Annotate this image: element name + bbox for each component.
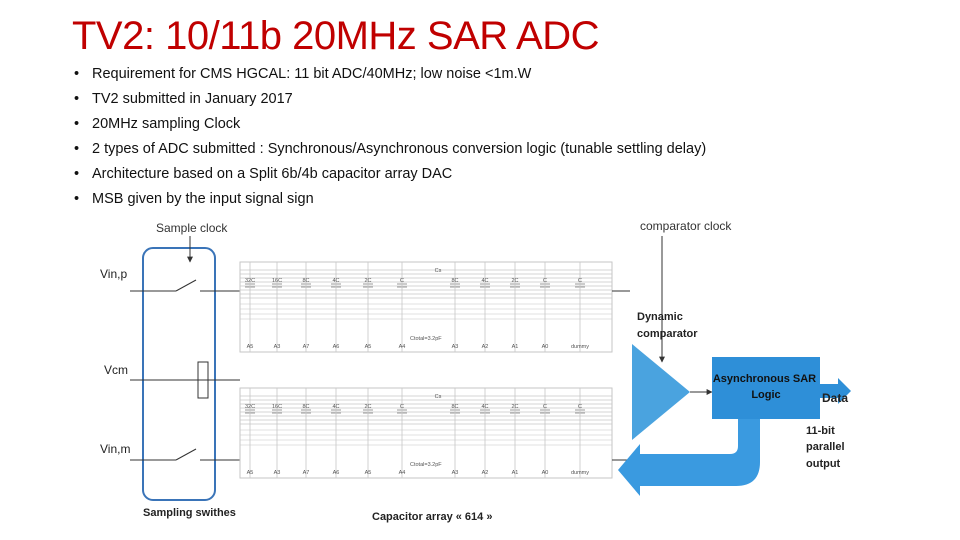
vinm-label: Vin,m — [100, 442, 131, 456]
bullet-item: • Architecture based on a Split 6b/4b capacitor array DAC — [72, 162, 706, 187]
output-line: 11-bit — [806, 425, 835, 437]
capacitor-cell — [331, 388, 341, 478]
capacitor-cell — [480, 388, 490, 478]
capacitor-cell — [575, 388, 585, 478]
capacitor-bit-label: A1 — [511, 470, 519, 476]
capacitor-bit-label: A6 — [332, 470, 340, 476]
capacitor-bit-label: dummy — [570, 470, 590, 476]
capacitor-value-label: 16C — [271, 404, 283, 410]
capacitor-value-label: C — [400, 404, 404, 410]
capacitor-bit-label: A4 — [398, 470, 406, 476]
output-label — [806, 425, 848, 470]
slide-title: TV2: 10/11b 20MHz SAR ADC — [72, 14, 599, 58]
vinp-label: Vin,p — [100, 267, 128, 281]
capacitor-bit-label: dummy — [570, 344, 590, 350]
split-cap-label: Cs — [434, 268, 442, 274]
capacitor-bit-label: A7 — [302, 344, 310, 350]
dynamic-comparator-label — [637, 311, 698, 340]
capacitor-cell — [301, 262, 311, 352]
capacitor-cell — [272, 262, 282, 352]
capacitor-value-label: 4C — [332, 278, 340, 284]
bullet-item: • TV2 submitted in January 2017 — [72, 87, 706, 112]
dynamic-comparator-line: Dynamic — [637, 311, 683, 323]
bullet-item: • 20MHz sampling Clock — [72, 112, 706, 137]
capacitor-bit-label: A3 — [451, 470, 459, 476]
capacitor-cell — [245, 388, 255, 478]
capacitor-bit-label: A5 — [246, 344, 254, 350]
capacitor-bit-label: A2 — [481, 344, 489, 350]
capacitor-array-label: Capacitor array « 614 » — [372, 511, 493, 523]
async-sar-logic-box — [712, 357, 820, 419]
async-logic-line: Asynchronous SAR — [712, 373, 817, 385]
capacitor-bit-label: A3 — [273, 470, 281, 476]
capacitor-value-label: 16C — [271, 278, 283, 284]
vinp-switch — [176, 280, 196, 291]
capacitor-value-label: 2C — [511, 278, 519, 284]
capacitor-bit-label: A7 — [302, 470, 310, 476]
capacitor-cell — [575, 262, 585, 352]
capacitor-value-label: 4C — [481, 404, 489, 410]
capacitor-value-label: C — [400, 278, 404, 284]
capacitor-bit-label: A4 — [398, 344, 406, 350]
comparator-clock-label: comparator clock — [640, 219, 732, 233]
bullet-item: • MSB given by the input signal sign — [72, 187, 706, 212]
capacitor-value-label: 8C — [451, 278, 459, 284]
capacitor-value-label: 4C — [481, 278, 489, 284]
capacitor-cell — [510, 388, 520, 478]
capacitor-cell — [540, 388, 550, 478]
capacitor-cell — [272, 388, 282, 478]
capacitor-cell — [397, 262, 407, 352]
capacitor-cell — [363, 262, 373, 352]
split-cap-label: Cs — [434, 394, 442, 400]
output-line: output — [806, 458, 841, 470]
capacitor-value-label: C — [578, 278, 582, 284]
bullet-item: • Requirement for CMS HGCAL: 11 bit ADC/40MHz; low noise <1m.W — [72, 62, 706, 87]
capacitor-cell — [331, 262, 341, 352]
capacitor-value-label: 2C — [511, 404, 519, 410]
capacitor-cell — [363, 388, 373, 478]
capacitor-bit-label: A6 — [332, 344, 340, 350]
ctotal-label: Ctotal=3.2pF — [410, 336, 442, 342]
sample-clock-label: Sample clock — [156, 221, 228, 235]
capacitor-bit-label: A5 — [246, 470, 254, 476]
output-line: parallel — [806, 441, 845, 453]
capacitor-cell — [301, 388, 311, 478]
capacitor-value-label: 8C — [451, 404, 459, 410]
capacitor-cell — [540, 262, 550, 352]
vinm-switch — [176, 449, 196, 460]
capacitor-value-label: C — [543, 404, 547, 410]
capacitor-array-grid — [240, 262, 612, 478]
capacitor-value-label: 2C — [364, 278, 372, 284]
capacitor-cell — [450, 262, 460, 352]
capacitor-bit-label: A0 — [541, 344, 549, 350]
capacitor-value-label: C — [578, 404, 582, 410]
sampling-switches-label: Sampling swithes — [143, 507, 236, 519]
capacitor-cell — [480, 262, 490, 352]
capacitor-value-label: 8C — [302, 278, 310, 284]
capacitor-value-label: C — [543, 278, 547, 284]
dynamic-comparator-triangle — [632, 344, 690, 440]
ctotal-label: Ctotal=3.2pF — [410, 462, 442, 468]
capacitor-bit-label: A5 — [364, 344, 372, 350]
capacitor-value-label: 32C — [244, 404, 256, 410]
capacitor-bit-label: A3 — [451, 344, 459, 350]
capacitor-cell — [450, 388, 460, 478]
capacitor-value-label: 2C — [364, 404, 372, 410]
vcm-label: Vcm — [104, 363, 128, 377]
async-logic-line: Logic — [751, 389, 781, 401]
capacitor-value-label: 32C — [244, 278, 256, 284]
dynamic-comparator-line: comparator — [637, 328, 698, 340]
sampling-switch-box — [143, 248, 215, 500]
capacitor-bit-label: A3 — [273, 344, 281, 350]
bullet-item: • 2 types of ADC submitted : Synchronous/Asynchronous conversion logic (tunable settling delay) — [72, 137, 706, 162]
capacitor-cell — [397, 388, 407, 478]
capacitor-bit-label: A2 — [481, 470, 489, 476]
capacitor-bit-label: A5 — [364, 470, 372, 476]
capacitor-cell — [510, 262, 520, 352]
data-label: Data — [822, 391, 849, 405]
capacitor-value-label: 4C — [332, 404, 340, 410]
capacitor-cell — [245, 262, 255, 352]
capacitor-bit-label: A0 — [541, 470, 549, 476]
capacitor-value-label: 8C — [302, 404, 310, 410]
capacitor-bit-label: A1 — [511, 344, 519, 350]
